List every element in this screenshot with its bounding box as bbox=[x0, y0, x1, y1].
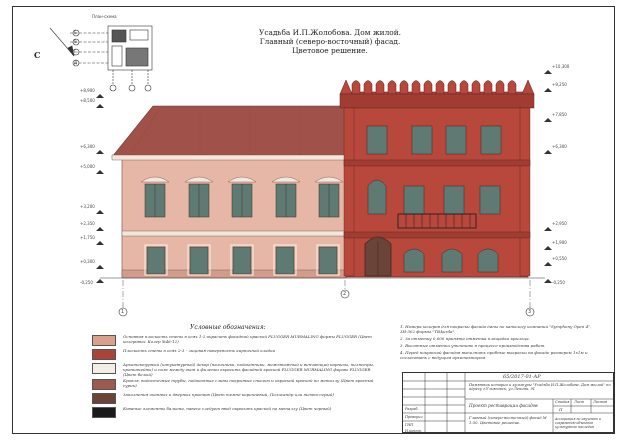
right-belt-1 bbox=[344, 160, 530, 166]
stamp-org: Ассоциация по изучению и сохранению объектов культурного наследия bbox=[555, 417, 602, 429]
level-left-7: +1,750 bbox=[80, 235, 95, 240]
level-right-8: -0,250 bbox=[552, 280, 565, 285]
level-left-2: +8,500 bbox=[80, 98, 95, 103]
level-left-1: +8,900 bbox=[80, 88, 95, 93]
axis-letter-g: Г bbox=[74, 49, 77, 54]
legend-item bbox=[92, 362, 392, 376]
level-right-1: +10,300 bbox=[552, 64, 570, 69]
stamp-sheets-label: Листов bbox=[593, 400, 608, 404]
title-line-2: Главный (северо-восточный) фасад. bbox=[259, 37, 401, 46]
stamp-stage: П bbox=[559, 407, 563, 412]
legend-swatch bbox=[92, 349, 116, 360]
legend-item bbox=[92, 406, 392, 420]
stamp-stage-label: Стадия bbox=[555, 400, 570, 404]
legend-item bbox=[92, 392, 392, 406]
legend-text: Основная плоскость стены в осях 1-2 окрасить фасадной краской FLUGGER MURMALING фирмы FLUGGER (Цвет колеровки: Колер №46-12) bbox=[123, 334, 372, 344]
axis-letter-b: Б bbox=[74, 30, 77, 35]
level-left-8: +0,300 bbox=[80, 259, 95, 264]
stamp-object: Памятник истории и культуры "Усадьба И.П.Жолобова. Дом жилой" по адресу г.Ульяновск, ул.Ленина, 91 bbox=[469, 383, 611, 392]
legend-text: Кованые элементы балкона, навеса следует ввод окрасить краской по металлу (Цвет черный) bbox=[123, 406, 332, 411]
left-belt-course bbox=[122, 231, 346, 236]
stamp-role-4: Н.контр. bbox=[405, 429, 422, 433]
legend-text: Кровля, водосточные трубы, подоконные сливы покрытые сталью и окраской краской по металлу (Цвет красный сурик) bbox=[123, 378, 374, 388]
legend-swatch bbox=[92, 335, 116, 346]
key-plan-label: План-схема bbox=[92, 14, 117, 19]
axis-letter-d: Д bbox=[74, 60, 78, 65]
left-roof bbox=[112, 106, 346, 157]
stamp-section: Проект реставрации фасадов bbox=[469, 403, 538, 408]
level-left-6: +2,350 bbox=[80, 221, 95, 226]
axis-letter-v: В bbox=[74, 39, 77, 44]
legend-swatch bbox=[92, 363, 116, 374]
level-right-2: +9,250 bbox=[552, 82, 567, 87]
legend-text: Заполнения оконных и дверных проемов (Цвет темно-коричневый, Полисандр или темно-серый) bbox=[123, 392, 334, 397]
legend-swatch bbox=[92, 407, 116, 418]
note-4: 4. Перед покраской фасадов выполнить пробные выкраски на фасаде размером 1х1м и согласовать с ведущим архитектором. bbox=[400, 350, 588, 360]
legend-heading: Условные обозначения: bbox=[190, 324, 266, 331]
stamp-role-1: Разраб. bbox=[405, 407, 419, 411]
legend-text: Архитектурный (штукатурный) декор (наличники, подоконники, межэтажный и венчающий карнизы, пилястры, кронштейны) и пояс между окон и филенки окрасить фасадной краской FLUGGER MURMALING фирмы FLUGGER (Цвет белый) bbox=[123, 362, 375, 377]
right-lower-windows bbox=[404, 249, 498, 272]
note-1: 1. Номера колеров для покраски фасада даны по каталогу компании "Symphony Ореп 4", 3Н-302 фирмы "Tikkurila". bbox=[400, 324, 592, 334]
level-right-3: +7,850 bbox=[552, 112, 567, 117]
axis-number-1: 1 bbox=[121, 309, 125, 315]
level-right-7: +0,550 bbox=[552, 256, 567, 261]
note-2: 2. За отметку 0,000 принята отметка площадки крыльца. bbox=[400, 336, 530, 341]
legend-text: Плоскость стены в осях 2-3 - лицевая поверхность кирпичной кладки bbox=[123, 348, 276, 353]
legend-swatch bbox=[92, 393, 116, 404]
level-left-3: +6,300 bbox=[80, 144, 95, 149]
stamp-role-3: ГИП bbox=[405, 423, 414, 427]
title-block bbox=[402, 372, 614, 433]
legend-item bbox=[92, 378, 392, 392]
axis-lines bbox=[123, 280, 530, 308]
level-left-5: +3,200 bbox=[80, 204, 95, 209]
right-frieze bbox=[340, 94, 534, 108]
level-left-9: -0,250 bbox=[80, 280, 93, 285]
level-right-4: +6,300 bbox=[552, 144, 567, 149]
axis-number-3: 3 bbox=[528, 309, 532, 315]
compass-label: С bbox=[34, 50, 41, 60]
title-line-1: Усадьба И.П.Жолобова. Дом жилой. bbox=[258, 28, 402, 37]
stamp-sheet-label: Лист bbox=[574, 400, 585, 404]
title-line-3: Цветовое решение. bbox=[292, 46, 368, 55]
right-belt-2 bbox=[344, 232, 530, 238]
note-3: 3. Высотные отметки уточнить в процессе производства работ. bbox=[400, 343, 546, 348]
legend-item bbox=[92, 334, 392, 348]
legend-swatch bbox=[92, 379, 116, 390]
left-cornice bbox=[112, 155, 348, 160]
legend-item bbox=[92, 348, 392, 362]
stamp-sheet-title: Главный (северо-восточный) фасад М 1:50. Цветовое решение. bbox=[469, 415, 547, 425]
stamp-role-2: Проверил bbox=[405, 415, 423, 419]
level-right-6: +1,900 bbox=[552, 240, 567, 245]
level-right-5: +2,950 bbox=[552, 221, 567, 226]
level-left-4: +5,000 bbox=[80, 164, 95, 169]
stamp-code: 65/2017-01-АР bbox=[503, 374, 541, 380]
axis-number-2: 2 bbox=[343, 291, 347, 297]
